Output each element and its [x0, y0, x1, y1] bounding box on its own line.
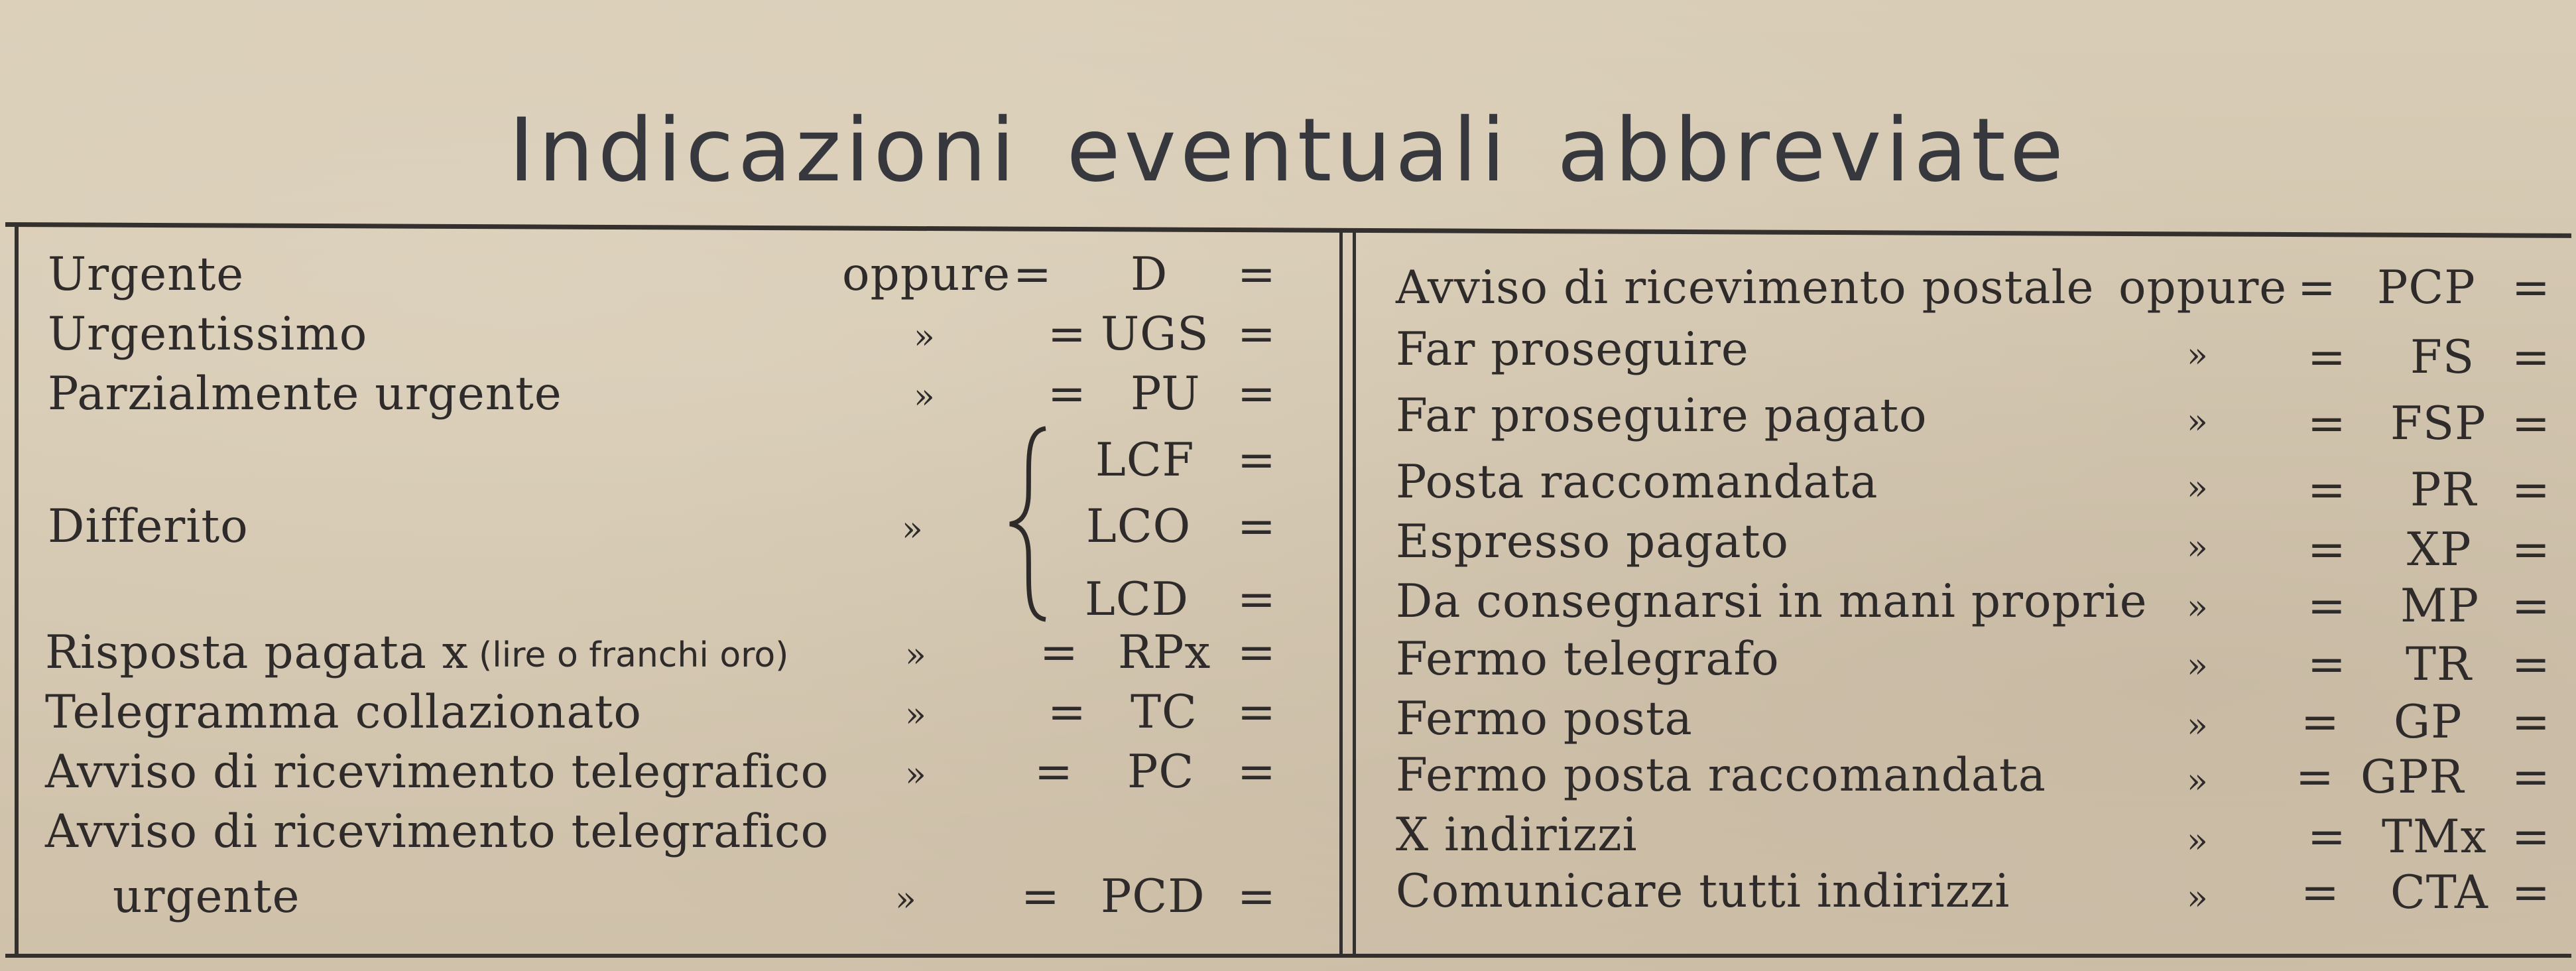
- equals-sign: =: [2512, 751, 2551, 804]
- row-label: Telegramma collazionato: [45, 686, 642, 739]
- equals-sign: =: [2512, 696, 2551, 749]
- row-code: PU: [1131, 367, 1201, 421]
- row-label: Urgente: [48, 248, 245, 301]
- row-label: Far proseguire pagato: [1396, 389, 1928, 442]
- equals-sign: =: [1237, 308, 1276, 361]
- row-note: (lire o franchi oro): [479, 635, 789, 675]
- row-code: PR: [2410, 464, 2477, 517]
- row-connector: »: [2187, 646, 2209, 686]
- row-code: GPR: [2361, 751, 2465, 804]
- row-code: FS: [2410, 331, 2475, 384]
- equals-sign: =: [2301, 866, 2340, 919]
- equals-sign: =: [2512, 638, 2551, 691]
- row-label: Fermo posta raccomandata: [1396, 749, 2046, 802]
- equals-sign: =: [1048, 308, 1087, 361]
- row-connector: »: [2187, 588, 2209, 627]
- row-code: UGS: [1101, 308, 1209, 361]
- row-connector: »: [905, 755, 927, 795]
- row-label: Fermo telegrafo: [1396, 633, 1780, 686]
- equals-sign: =: [2512, 261, 2551, 314]
- row-connector: »: [2187, 761, 2209, 801]
- row-connector: oppure: [2118, 261, 2288, 314]
- row-connector: »: [2187, 528, 2209, 568]
- equals-sign: =: [2512, 580, 2551, 633]
- equals-sign: =: [2307, 810, 2347, 864]
- equals-sign: =: [1237, 573, 1276, 626]
- bottom-rule: [5, 954, 2571, 958]
- row-label: Urgentissimo: [48, 308, 368, 361]
- row-code: D: [1131, 248, 1168, 301]
- left-rule: [15, 226, 19, 955]
- equals-sign: =: [2307, 331, 2347, 384]
- row-code: PCP: [2377, 261, 2476, 314]
- equals-sign: =: [1237, 870, 1276, 923]
- row-connector: »: [914, 377, 936, 417]
- equals-sign: =: [1040, 626, 1079, 679]
- row-label: Espresso pagato: [1396, 515, 1789, 568]
- row-code: TR: [2406, 638, 2472, 691]
- equals-sign: =: [2307, 580, 2347, 633]
- row-label: X indirizzi: [1396, 809, 1638, 862]
- row-code: PC: [1127, 745, 1195, 799]
- page-title: Indicazioni eventuali abbreviate: [508, 99, 2068, 202]
- row-connector: »: [905, 635, 927, 675]
- row-label-continued: urgente: [113, 870, 300, 923]
- equals-sign: =: [1237, 434, 1276, 487]
- row-label: Avviso di ricevimento telegrafico: [45, 805, 829, 858]
- row-code: FSP: [2390, 397, 2486, 450]
- row-connector: »: [2187, 821, 2209, 861]
- row-code: LCO: [1086, 500, 1192, 553]
- equals-sign: =: [1048, 367, 1087, 421]
- row-code: TC: [1131, 686, 1197, 739]
- column-divider-right: [1353, 229, 1356, 955]
- equals-sign: =: [2307, 638, 2347, 691]
- row-code: CTA: [2390, 866, 2488, 919]
- equals-sign: =: [2307, 523, 2347, 576]
- equals-sign: =: [2512, 866, 2551, 919]
- equals-sign: =: [1021, 870, 1060, 923]
- equals-sign: =: [1034, 745, 1073, 799]
- equals-sign: =: [2512, 523, 2551, 576]
- equals-sign: =: [1237, 686, 1276, 739]
- row-connector: »: [914, 317, 936, 357]
- row-connector: »: [2187, 878, 2209, 918]
- row-code: XP: [2407, 523, 2472, 576]
- equals-sign: =: [1048, 686, 1087, 739]
- row-code: LCF: [1095, 434, 1195, 487]
- equals-sign: =: [1237, 626, 1276, 679]
- row-code: PCD: [1101, 870, 1205, 923]
- row-label: Risposta pagata x: [45, 626, 469, 679]
- equals-sign: =: [2298, 261, 2337, 314]
- equals-sign: =: [2307, 397, 2347, 450]
- equals-sign: =: [2512, 464, 2551, 517]
- row-connector: »: [905, 695, 927, 735]
- row-connector: »: [2187, 706, 2209, 745]
- row-connector: »: [2187, 402, 2209, 442]
- equals-sign: =: [2512, 331, 2551, 384]
- equals-sign: =: [1013, 248, 1052, 301]
- equals-sign: =: [2296, 751, 2335, 804]
- top-rule: [5, 222, 2571, 238]
- row-connector: »: [2187, 468, 2209, 508]
- row-label: Da consegnarsi in mani proprie: [1396, 575, 2148, 628]
- curly-brace-icon: [1005, 424, 1051, 623]
- row-code: GP: [2394, 696, 2463, 749]
- row-label: Avviso di ricevimento postale: [1396, 261, 2095, 314]
- row-connector: »: [902, 509, 924, 549]
- row-label: Parzialmente urgente: [48, 367, 562, 421]
- row-connector: »: [895, 879, 917, 919]
- equals-sign: =: [2307, 464, 2347, 517]
- equals-sign: =: [1237, 248, 1276, 301]
- row-label: Fermo posta: [1396, 692, 1693, 745]
- row-connector: »: [2187, 336, 2209, 375]
- equals-sign: =: [1237, 745, 1276, 799]
- equals-sign: =: [2512, 397, 2551, 450]
- row-label: Far proseguire: [1396, 323, 1749, 376]
- row-label: Posta raccomandata: [1396, 456, 1878, 509]
- equals-sign: =: [1237, 367, 1276, 421]
- row-label: Avviso di ricevimento telegrafico: [45, 745, 829, 799]
- row-label: Differito: [48, 500, 249, 553]
- row-label: Comunicare tutti indirizzi: [1396, 865, 2010, 918]
- equals-sign: =: [1237, 500, 1276, 553]
- row-code: RPx: [1118, 626, 1211, 679]
- equals-sign: =: [2512, 810, 2551, 864]
- equals-sign: =: [2301, 696, 2340, 749]
- row-code: LCD: [1085, 573, 1189, 626]
- column-divider-left: [1339, 229, 1343, 955]
- row-code: MP: [2400, 580, 2480, 633]
- row-code: TMx: [2382, 810, 2487, 864]
- row-connector: oppure: [842, 248, 1011, 301]
